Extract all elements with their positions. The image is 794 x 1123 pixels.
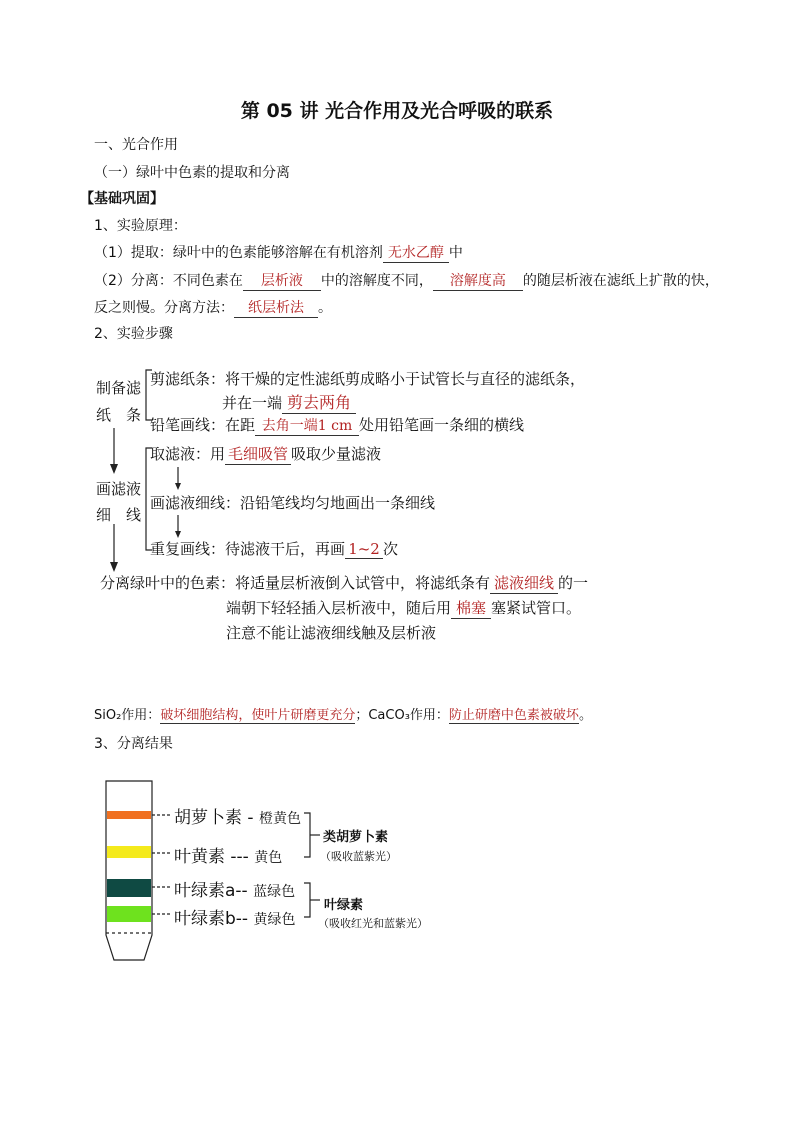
text: 重复画线：待滤液干后，再画 [150, 540, 346, 558]
band-label-chlorophyll-a [174, 876, 295, 901]
band-chlorophyll-a [107, 879, 151, 897]
steps-heading: 2、实验步骤 [94, 326, 173, 342]
leader: -- [235, 909, 254, 929]
text: 铅笔画线：在距 [150, 416, 256, 434]
answer-blank: 无水乙醇 [383, 242, 449, 263]
pigment-name: 叶黄素 [174, 847, 225, 867]
reagent-line [94, 704, 592, 723]
page-title: 第 05 讲 光合作用及光合呼吸的联系 [240, 100, 554, 122]
group-carotenoids: 类胡萝卜素 [323, 830, 389, 845]
text: 吸取少量滤液 [291, 445, 382, 463]
caco3-answer: 防止研磨中色素被破坏 [448, 708, 579, 723]
text: （2）分离：不同色素在 [94, 273, 243, 289]
group-chlorophylls-note: （吸收红光和蓝紫光） [318, 917, 428, 930]
answer-blank: 剪去两角 [282, 390, 356, 414]
pigment-color: 黄绿色 [253, 912, 296, 928]
text: 的一 [558, 574, 589, 592]
band-label-carotene [174, 803, 301, 828]
text: 中 [448, 245, 463, 261]
step-make-paper-1: 制备滤 [96, 379, 142, 397]
sio2-label: SiO₂作用： [94, 708, 161, 723]
text: 端朝下轻轻插入层析液中，随后用 [226, 599, 452, 617]
separate-line-1 [100, 572, 588, 594]
band-carotene [107, 811, 151, 819]
step-make-paper-2: 纸 条 [96, 406, 142, 424]
answer-blank: 溶解度高 [433, 270, 523, 291]
draw-line: 画滤液细线：沿铅笔线均匀地画出一条细线 [150, 494, 436, 512]
caco3-label: CaCO₃作用： [368, 708, 449, 723]
answer-blank: 纸层析法 [234, 297, 318, 318]
text: （1）提取：绿叶中的色素能够溶解在有机溶剂 [94, 245, 383, 261]
text: 。 [318, 300, 332, 316]
leader: --- [225, 847, 255, 867]
answer-blank: 1~2 [345, 540, 383, 559]
step-draw-1: 画滤液 [96, 480, 142, 498]
step-draw-2: 细 线 [96, 506, 142, 524]
leader: -- [235, 881, 254, 901]
pencil-line [150, 414, 524, 436]
pigment-color: 黄色 [254, 850, 283, 866]
basic-label: 【基础巩固】 [80, 191, 164, 207]
principle-line-3 [94, 297, 332, 318]
answer-blank: 滤液细线 [490, 572, 558, 594]
separate-line-2 [226, 597, 581, 619]
text: 的随层析液在滤纸上扩散的快， [522, 273, 719, 289]
separator: ； [355, 708, 369, 723]
text: 分离绿叶中的色素：将适量层析液倒入试管中，将滤纸条有 [100, 574, 491, 592]
text: 次 [383, 540, 399, 558]
band-chlorophyll-b [107, 906, 151, 922]
band-xanthophyll [107, 846, 151, 858]
pigment-color: 蓝绿色 [253, 884, 296, 900]
pigment-color: 橙黄色 [258, 811, 301, 827]
pigment-name: 胡萝卜素 [174, 808, 242, 828]
band-label-xanthophyll [174, 842, 282, 867]
leader: - [242, 808, 259, 828]
answer-blank: 层析液 [243, 270, 321, 291]
separate-line-3: 注意不能让滤液细线触及层析液 [226, 624, 437, 642]
text: 取滤液：用 [150, 445, 226, 463]
take-filtrate [150, 443, 381, 465]
subsection-heading: （一）绿叶中色素的提取和分离 [94, 165, 290, 181]
text: 并在一端 [222, 394, 283, 412]
pigment-name: 叶绿素a [174, 881, 236, 901]
cut-line-1: 剪滤纸条：将干燥的定性滤纸剪成略小于试管长与直径的滤纸条， [150, 370, 586, 388]
principle-line-1 [94, 242, 463, 263]
end-mark: 。 [578, 708, 592, 723]
answer-blank: 去角一端1 cm [255, 415, 359, 436]
cut-line-2 [222, 390, 356, 414]
group-chlorophylls: 叶绿素 [324, 898, 364, 913]
results-heading: 3、分离结果 [94, 736, 173, 752]
text: 塞紧试管口。 [491, 599, 582, 617]
text: 中的溶解度不同， [320, 273, 433, 289]
group-carotenoids-note: （吸收蓝紫光） [320, 850, 397, 863]
answer-blank: 毛细吸管 [225, 443, 291, 465]
answer-blank: 棉塞 [451, 597, 491, 619]
principle-line-2 [94, 270, 719, 291]
section-heading: 一、光合作用 [94, 137, 178, 153]
band-label-chlorophyll-b [174, 904, 295, 929]
repeat-line [150, 538, 398, 559]
text: 处用铅笔画一条细的横线 [359, 416, 525, 434]
principle-heading: 1、实验原理： [94, 218, 187, 234]
text: 反之则慢。分离方法： [94, 300, 234, 316]
sio2-answer: 破坏细胞结构，使叶片研磨更充分 [160, 708, 356, 723]
pigment-name: 叶绿素b [174, 909, 236, 929]
